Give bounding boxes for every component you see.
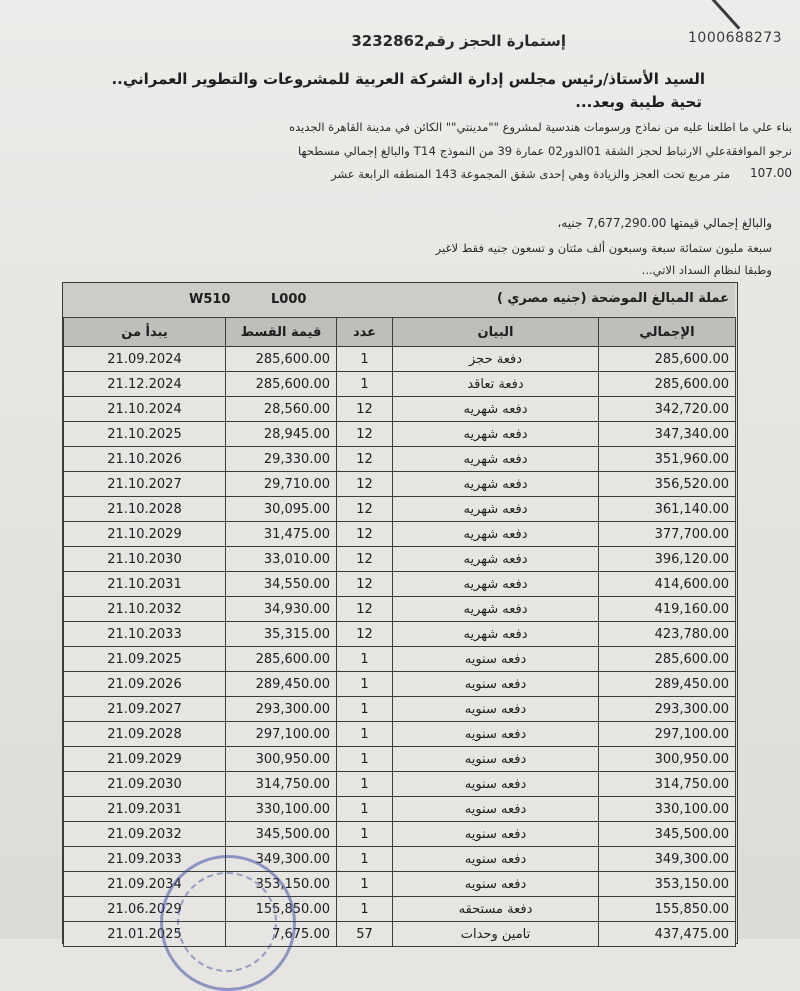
cell-installment-value: 345,500.00 — [226, 822, 337, 847]
cell-installment-value: 34,930.00 — [226, 597, 337, 622]
table-row — [64, 522, 736, 547]
table-row — [64, 472, 736, 497]
cell-installment-value: 31,475.00 — [226, 522, 337, 547]
cell-installment-value: 28,945.00 — [226, 422, 337, 447]
cell-total: 349,300.00 — [599, 847, 736, 872]
cell-start-date: 21.09.2032 — [64, 822, 226, 847]
table-row — [64, 647, 736, 672]
cell-start-date: 21.10.2024 — [64, 397, 226, 422]
cell-start-date: 21.09.2024 — [64, 347, 226, 372]
cell-total: 423,780.00 — [599, 622, 736, 647]
cell-count: 1 — [337, 647, 393, 672]
cell-description: دفعة حجز — [393, 347, 599, 372]
cell-total: 285,600.00 — [599, 647, 736, 672]
cell-installment-value: 33,010.00 — [226, 547, 337, 572]
table-row — [64, 572, 736, 597]
cell-description: دفعه شهريه — [393, 397, 599, 422]
cell-start-date: 21.10.2033 — [64, 622, 226, 647]
header-total: الإجمالي — [599, 318, 736, 347]
cell-description: دفعه سنويه — [393, 822, 599, 847]
cell-count: 57 — [337, 922, 393, 947]
cell-start-date: 21.09.2028 — [64, 722, 226, 747]
cell-start-date: 21.06.2029 — [64, 897, 226, 922]
cell-total: 285,600.00 — [599, 372, 736, 397]
cell-count: 12 — [337, 522, 393, 547]
cell-count: 1 — [337, 897, 393, 922]
cell-count: 1 — [337, 772, 393, 797]
cell-installment-value: 7,675.00 — [226, 922, 337, 947]
cell-count: 1 — [337, 822, 393, 847]
cell-installment-value: 28,560.00 — [226, 397, 337, 422]
cell-start-date: 21.12.2024 — [64, 372, 226, 397]
cell-total: 330,100.00 — [599, 797, 736, 822]
cell-count: 12 — [337, 447, 393, 472]
table-row — [64, 672, 736, 697]
cell-total: 285,600.00 — [599, 347, 736, 372]
cell-description: دفعه شهريه — [393, 622, 599, 647]
cell-count: 12 — [337, 397, 393, 422]
table-row — [64, 722, 736, 747]
cell-total: 377,700.00 — [599, 522, 736, 547]
cell-description: دفعة تعاقد — [393, 372, 599, 397]
cell-start-date: 21.09.2034 — [64, 872, 226, 897]
cell-start-date: 21.10.2028 — [64, 497, 226, 522]
cell-count: 1 — [337, 747, 393, 772]
pen-mark — [706, 0, 740, 30]
cell-description: دفعه سنويه — [393, 847, 599, 872]
cell-installment-value: 35,315.00 — [226, 622, 337, 647]
cell-count: 12 — [337, 422, 393, 447]
area-value: 107.00 — [750, 166, 792, 180]
currency-bar — [63, 283, 735, 318]
cell-installment-value: 353,150.00 — [226, 872, 337, 897]
cell-count: 1 — [337, 797, 393, 822]
header-start-date: يبدأ من — [64, 318, 226, 347]
cell-installment-value: 349,300.00 — [226, 847, 337, 872]
cell-description: دفعه شهريه — [393, 497, 599, 522]
cell-description: دفعه سنويه — [393, 647, 599, 672]
greeting: تحية طيبة وبعد... — [575, 93, 702, 111]
cell-total: 345,500.00 — [599, 822, 736, 847]
table-row — [64, 797, 736, 822]
cell-total: 314,750.00 — [599, 772, 736, 797]
table-row — [64, 497, 736, 522]
official-stamp — [160, 855, 296, 991]
cell-installment-value: 300,950.00 — [226, 747, 337, 772]
cell-description: دفعه سنويه — [393, 722, 599, 747]
payment-plan-intro: وطبقا لنظام السداد الاتي... — [641, 263, 772, 277]
table-row — [64, 622, 736, 647]
cell-start-date: 21.10.2030 — [64, 547, 226, 572]
table-row — [64, 847, 736, 872]
cell-installment-value: 293,300.00 — [226, 697, 337, 722]
table-row — [64, 597, 736, 622]
cell-start-date: 21.09.2031 — [64, 797, 226, 822]
cell-total: 342,720.00 — [599, 397, 736, 422]
cell-start-date: 21.10.2032 — [64, 597, 226, 622]
cell-start-date: 21.09.2030 — [64, 772, 226, 797]
table-row — [64, 872, 736, 897]
cell-total: 293,300.00 — [599, 697, 736, 722]
cell-installment-value: 285,600.00 — [226, 647, 337, 672]
form-title: إستمارة الحجز رقم3232862 — [351, 32, 566, 50]
table-row — [64, 822, 736, 847]
cell-count: 12 — [337, 572, 393, 597]
cell-installment-value: 330,100.00 — [226, 797, 337, 822]
cell-installment-value: 285,600.00 — [226, 372, 337, 397]
schedule-body — [64, 347, 736, 947]
table-header-row — [64, 318, 736, 347]
letter-line-2: نرجو الموافقةعلي الارتباط لحجز الشقة 01الدور02 عمارة 39 من النموذج T14 والبالغ إجمالي مسطحها — [297, 144, 792, 158]
cell-count: 12 — [337, 472, 393, 497]
cell-count: 1 — [337, 347, 393, 372]
cell-installment-value: 285,600.00 — [226, 347, 337, 372]
table-row — [64, 397, 736, 422]
cell-start-date: 21.01.2025 — [64, 922, 226, 947]
schedule-table — [63, 317, 736, 947]
cell-description: دفعه سنويه — [393, 772, 599, 797]
cell-description: دفعه سنويه — [393, 747, 599, 772]
cell-start-date: 21.10.2027 — [64, 472, 226, 497]
cell-total: 356,520.00 — [599, 472, 736, 497]
table-row — [64, 347, 736, 372]
cell-start-date: 21.10.2025 — [64, 422, 226, 447]
cell-description: دفعه سنويه — [393, 697, 599, 722]
total-amount-words: سبعة مليون ستمائة سبعة وسبعون ألف مئتان و تسعون جنيه فقط لاغير — [435, 241, 772, 255]
header-installment-value: قيمة القسط — [226, 318, 337, 347]
cell-start-date: 21.10.2031 — [64, 572, 226, 597]
cell-count: 1 — [337, 672, 393, 697]
cell-description: دفعه شهريه — [393, 447, 599, 472]
cell-installment-value: 30,095.00 — [226, 497, 337, 522]
cell-description: دفعه سنويه — [393, 872, 599, 897]
header-description: البيان — [393, 318, 599, 347]
cell-total: 155,850.00 — [599, 897, 736, 922]
cell-total: 351,960.00 — [599, 447, 736, 472]
reference-number: 1000688273 — [688, 30, 783, 46]
cell-total: 361,140.00 — [599, 497, 736, 522]
header-count: عدد — [337, 318, 393, 347]
cell-description: دفعة مستحقه — [393, 897, 599, 922]
cell-start-date: 21.10.2026 — [64, 447, 226, 472]
cell-start-date: 21.09.2029 — [64, 747, 226, 772]
cell-description: دفعه شهريه — [393, 472, 599, 497]
cell-installment-value: 297,100.00 — [226, 722, 337, 747]
cell-count: 12 — [337, 597, 393, 622]
cell-count: 1 — [337, 722, 393, 747]
cell-description: دفعه شهريه — [393, 597, 599, 622]
cell-count: 1 — [337, 847, 393, 872]
cell-total: 289,450.00 — [599, 672, 736, 697]
cell-start-date: 21.09.2026 — [64, 672, 226, 697]
total-amount-line: والبالغ إجمالي قيمتها 7,677,290.00 جنيه، — [557, 216, 772, 230]
table-row — [64, 372, 736, 397]
cell-start-date: 21.09.2025 — [64, 647, 226, 672]
cell-count: 1 — [337, 697, 393, 722]
table-row — [64, 547, 736, 572]
cell-description: دفعه شهريه — [393, 522, 599, 547]
cell-total: 414,600.00 — [599, 572, 736, 597]
cell-count: 1 — [337, 872, 393, 897]
cell-installment-value: 155,850.00 — [226, 897, 337, 922]
cell-start-date: 21.09.2033 — [64, 847, 226, 872]
cell-total: 300,950.00 — [599, 747, 736, 772]
cell-description: دفعه سنويه — [393, 672, 599, 697]
cell-total: 347,340.00 — [599, 422, 736, 447]
cell-total: 437,475.00 — [599, 922, 736, 947]
table-row — [64, 422, 736, 447]
payment-schedule — [62, 282, 738, 944]
cell-description: دفعه شهريه — [393, 572, 599, 597]
cell-count: 12 — [337, 622, 393, 647]
currency-label: عملة المبالغ الموضحة (جنيه مصري ) — [496, 291, 729, 306]
cell-installment-value: 314,750.00 — [226, 772, 337, 797]
code-a: W510 — [189, 292, 231, 307]
cell-start-date: 21.10.2029 — [64, 522, 226, 547]
cell-description: تامين وحدات — [393, 922, 599, 947]
cell-total: 396,120.00 — [599, 547, 736, 572]
table-row — [64, 697, 736, 722]
cell-total: 353,150.00 — [599, 872, 736, 897]
table-row — [64, 747, 736, 772]
cell-installment-value: 29,330.00 — [226, 447, 337, 472]
cell-start-date: 21.09.2027 — [64, 697, 226, 722]
cell-installment-value: 289,450.00 — [226, 672, 337, 697]
code-b: L000 — [271, 292, 307, 307]
table-row — [64, 772, 736, 797]
cell-total: 419,160.00 — [599, 597, 736, 622]
cell-total: 297,100.00 — [599, 722, 736, 747]
cell-description: دفعه سنويه — [393, 797, 599, 822]
salutation: السيد الأستاذ/رئيس مجلس إدارة الشركة العربية للمشروعات والتطوير العمراني.. — [111, 70, 705, 88]
cell-installment-value: 34,550.00 — [226, 572, 337, 597]
letter-line-1: بناء علي ما اطلعنا عليه من نماذج ورسومات هندسية لمشروع ""مدينتي"" الكائن في مدينة القاهرة الجديده — [289, 120, 792, 134]
cell-description: دفعه شهريه — [393, 547, 599, 572]
cell-count: 12 — [337, 497, 393, 522]
table-row — [64, 447, 736, 472]
cell-description: دفعه شهريه — [393, 422, 599, 447]
letter-line-3: متر مربع تحت العجز والزيادة وهي إحدى شقق المجموعة 143 المنطقه الرابعة عشر — [331, 167, 730, 181]
cell-count: 12 — [337, 547, 393, 572]
stamp-inner-ring — [177, 872, 277, 972]
cell-count: 1 — [337, 372, 393, 397]
cell-installment-value: 29,710.00 — [226, 472, 337, 497]
